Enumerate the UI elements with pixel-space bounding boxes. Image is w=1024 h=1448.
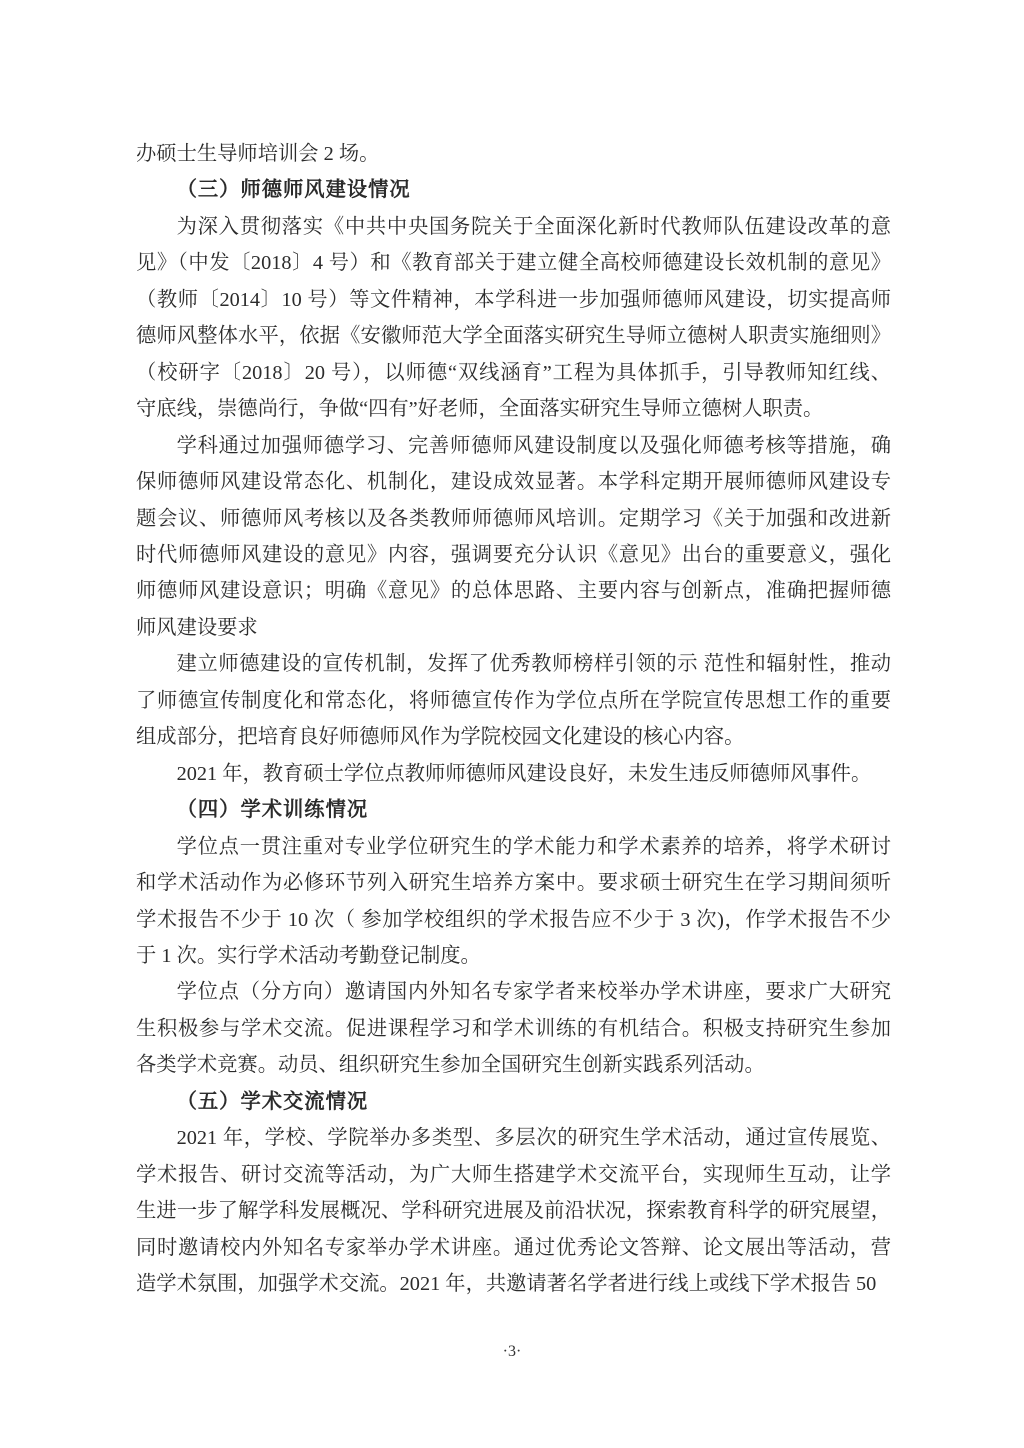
text-line: 办硕士生导师培训会 2 场。 — [136, 143, 380, 165]
text-line: 同时邀请校内外知名专家举办学术讲座。通过优秀论文答辩、论文展出等活动，营 — [136, 1236, 891, 1259]
text-line: 学科通过加强师德学习、完善师德师风建设制度以及强化师德考核等措施，确 — [176, 434, 891, 457]
text-line: 于 1 次。实行学术活动考勤登记制度。 — [136, 944, 481, 967]
paragraph — [136, 974, 891, 1083]
text-line: 建立师德建设的宣传机制，发挥了优秀教师榜样引领的示 范性和辐射性，推动 — [176, 653, 891, 676]
text-line: 2021 年，学校、学院举办多类型、多层次的研究生学术活动，通过宣传展览、 — [176, 1127, 891, 1150]
paragraph — [136, 646, 891, 755]
page-number: ·3· — [502, 1343, 522, 1360]
text-line: 时代师德师风建设的意见》内容，强调要充分认识《意见》出台的重要意义，强化 — [136, 543, 891, 566]
text-line: 学术报告、研讨交流等活动，为广大师生搭建学术交流平台，实现师生互动，让学 — [136, 1163, 891, 1186]
text-line: （教师〔2014〕10 号）等文件精神，本学科进一步加强师德师风建设，切实提高师 — [136, 288, 891, 311]
section — [136, 172, 891, 208]
text-line: 学位点一贯注重对专业学位研究生的学术能力和学术素养的培养，将学术研讨 — [176, 835, 891, 858]
text-line: 组成部分，把培育良好师德师风作为学院校园文化建设的核心内容。 — [136, 726, 745, 749]
text-line: 学位点（分方向）邀请国内外知名专家学者来校举办学术讲座，要求广大研究 — [176, 981, 891, 1004]
text-line: 保师德师风建设常态化、机制化，建设成效显著。本学科定期开展师德师风建设专 — [136, 471, 891, 494]
text-line: （校研字〔2018〕20 号），以师德“双线涵育”工程为具体抓手，引导教师知红线、 — [136, 361, 891, 384]
section — [136, 792, 891, 828]
text-line: 各类学术竞赛。动员、组织研究生参加全国研究生创新实践系列活动。 — [136, 1054, 765, 1077]
text-line: 为深入贯彻落实《中共中央国务院关于全面深化新时代教师队伍建设改革的意 — [176, 215, 891, 238]
text-line: 德师风整体水平，依据《安徽师范大学全面落实研究生导师立德树人职责实施细则》 — [136, 325, 891, 348]
paragraph — [136, 756, 891, 792]
paragraph — [136, 1120, 891, 1302]
section-heading: （三）师德师风建设情况 — [176, 179, 411, 202]
section-heading: （五）学术交流情况 — [176, 1090, 369, 1113]
text-line: 生积极参与学术交流。促进课程学习和学术训练的有机结合。积极支持研究生参加 — [136, 1017, 891, 1040]
paragraph — [136, 829, 891, 975]
text-line: 生进一步了解学科发展概况、学科研究进展及前沿状况，探索教育科学的研究展望， — [136, 1200, 891, 1223]
text-line: 见》（中发〔2018〕4 号）和《教育部关于建立健全高校师德建设长效机制的意见》 — [136, 252, 891, 275]
text-line: 和学术活动作为必修环节列入研究生培养方案中。要求硕士研究生在学习期间须听 — [136, 872, 891, 895]
text-line: 造学术氛围，加强学术交流。2021 年，共邀请著名学者进行线上或线下学术报告 50 — [136, 1273, 877, 1296]
text-line: 师德师风建设意识；明确《意见》的总体思路、主要内容与创新点，准确把握师德 — [136, 580, 891, 603]
paragraph — [136, 428, 891, 647]
paragraph — [136, 136, 891, 172]
text-line: 学术报告不少于 10 次（ 参加学校组织的学术报告应不少于 3 次)，作学术报告不少 — [136, 908, 891, 931]
document-body — [136, 136, 891, 1303]
text-line: 2021 年，教育硕士学位点教师师德师风建设良好，未发生违反师德师风事件。 — [176, 762, 872, 785]
paragraph — [136, 209, 891, 428]
text-line: 题会议、师德师风考核以及各类教师师德师风培训。定期学习《关于加强和改进新 — [136, 507, 891, 530]
text-line: 守底线，崇德尚行，争做“四有”好老师，全面落实研究生导师立德树人职责。 — [136, 398, 824, 421]
text-line: 了师德宣传制度化和常态化，将师德宣传作为学位点所在学院宣传思想工作的重要 — [136, 689, 891, 712]
text-line: 师风建设要求 — [136, 616, 258, 639]
section-heading: （四）学术训练情况 — [176, 799, 369, 822]
section — [136, 1084, 891, 1120]
